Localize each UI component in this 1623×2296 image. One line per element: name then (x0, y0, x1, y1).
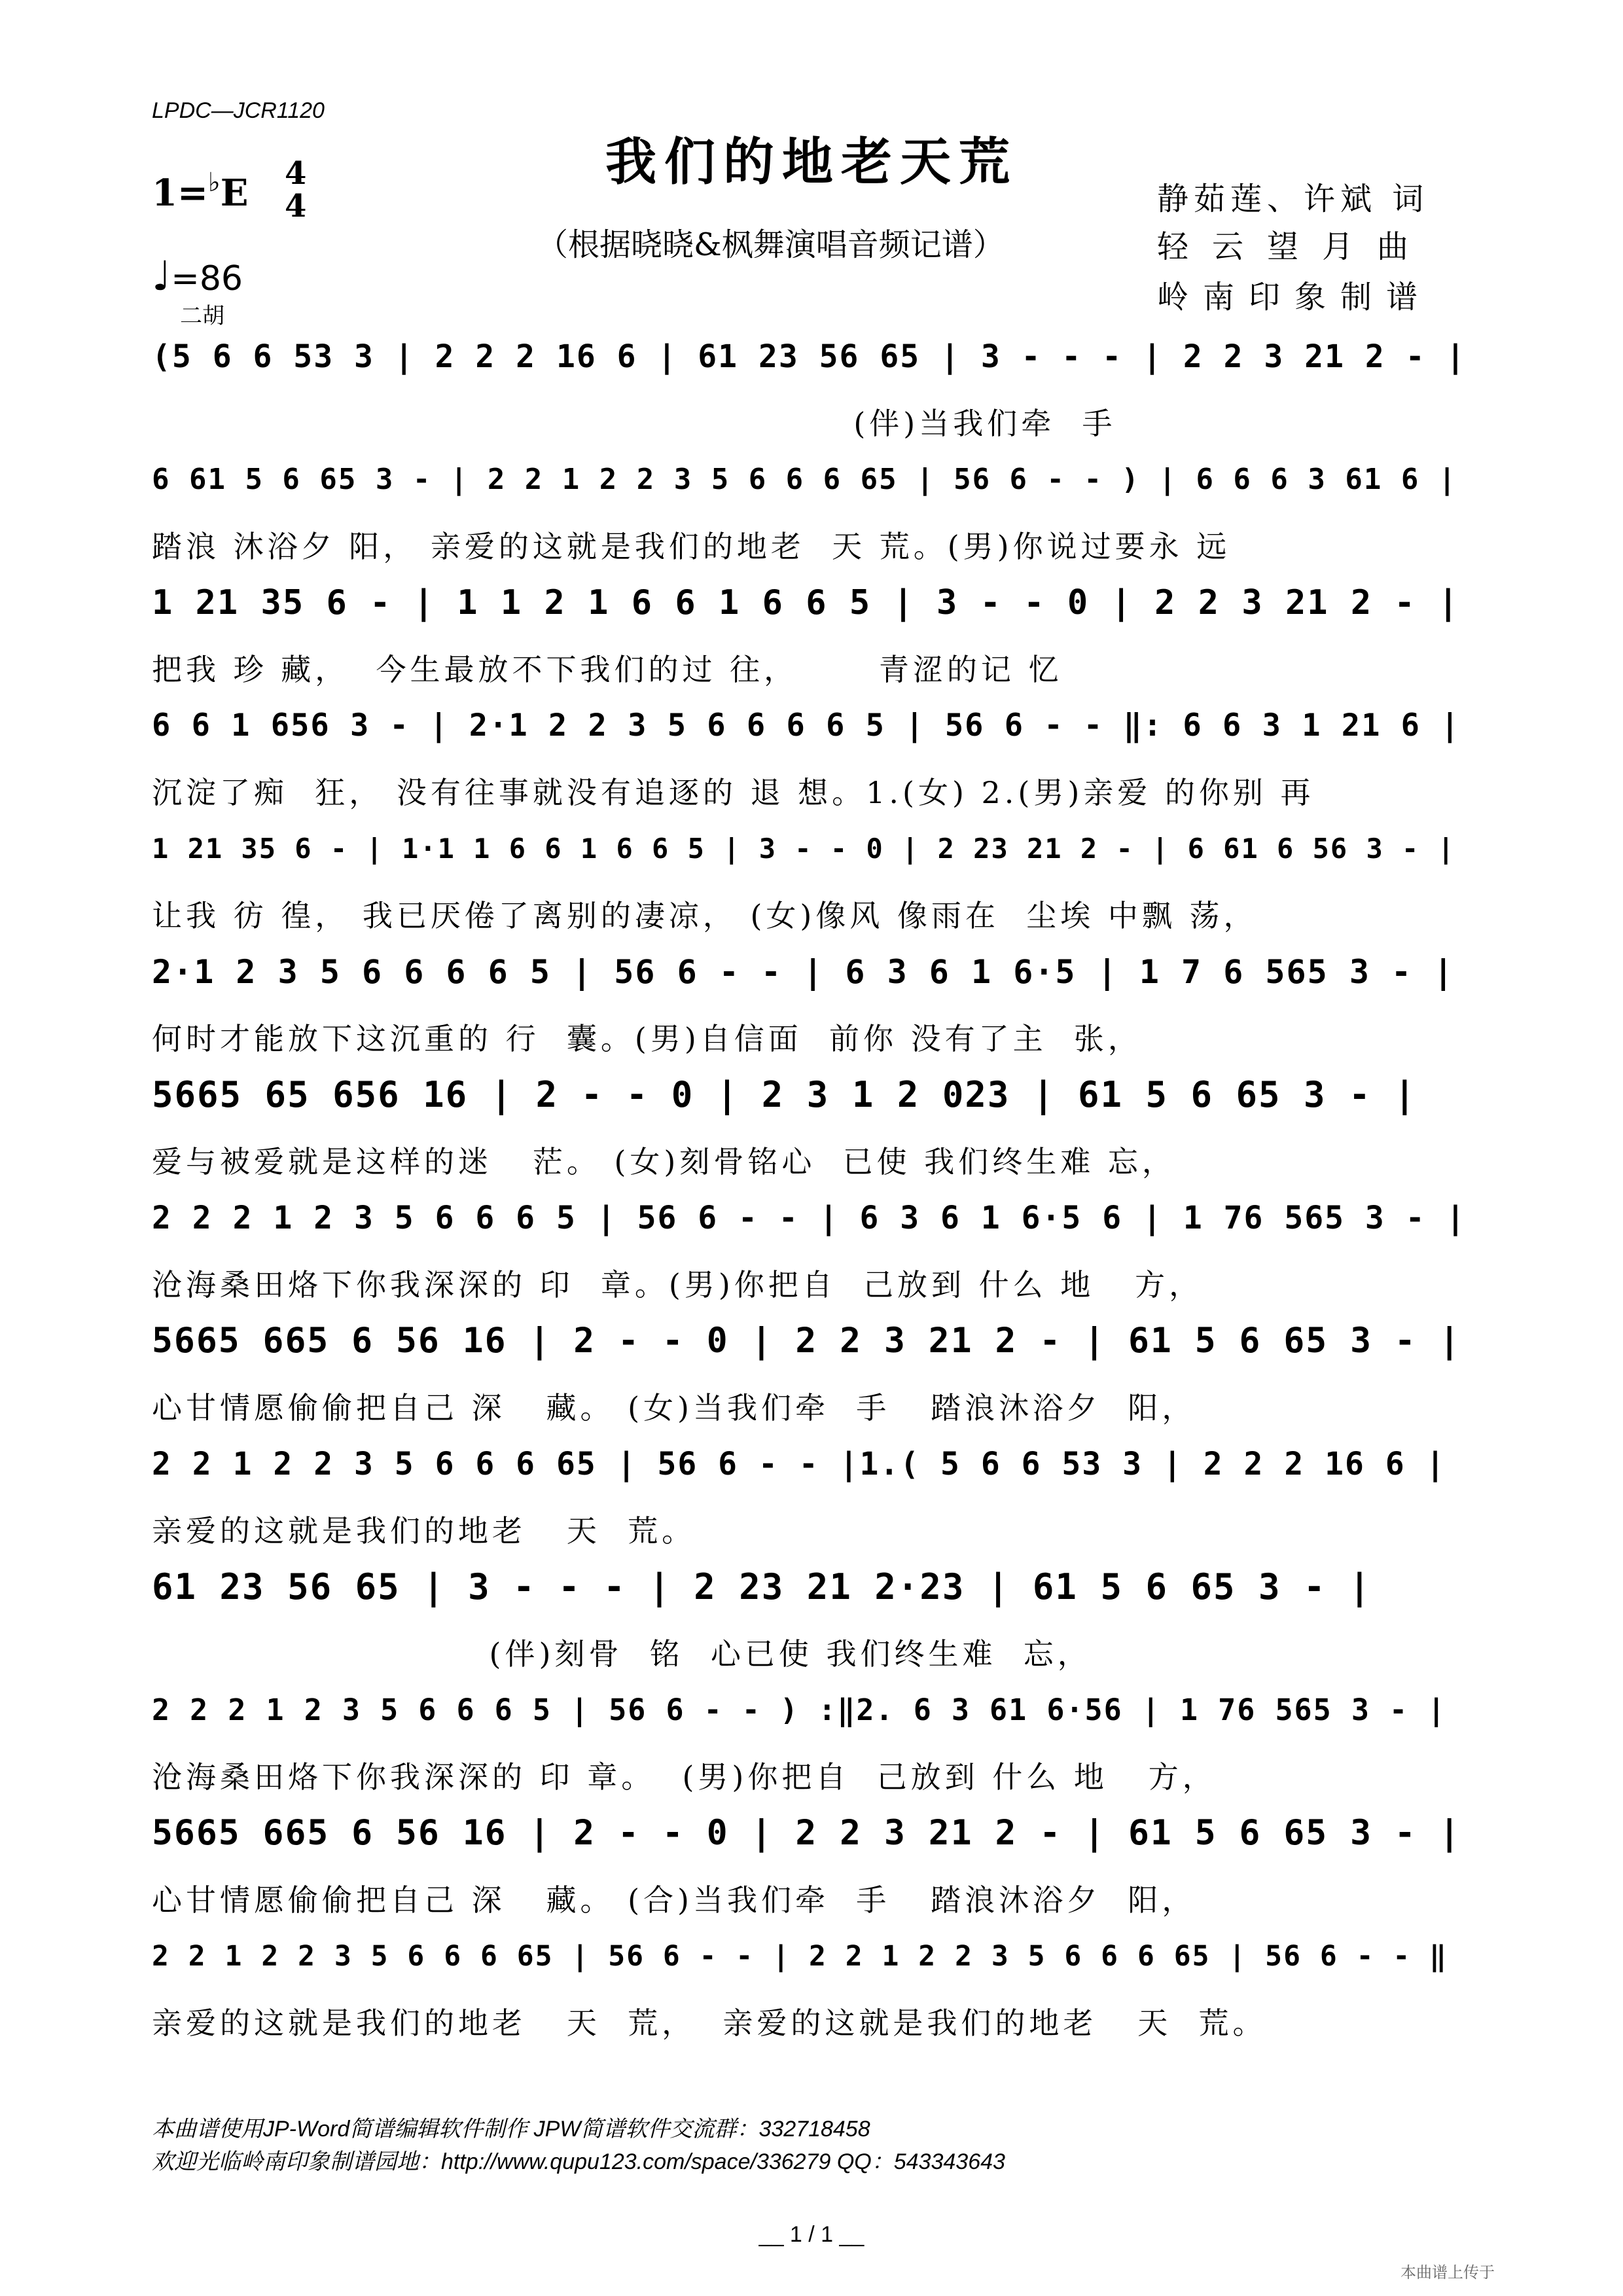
lyric: 沧海桑田烙下你我深深的 印 章。(男)你把自 己放到 什么 地 方， (152, 1267, 1204, 1302)
notation: 5665 65 656 16 | 2 - - 0 | 2 3 1 2 023 | 61 5 6 65 3 - | (152, 1074, 1417, 1115)
song-title: 我们的地老天荒 (605, 132, 1018, 192)
time-bottom: 4 (285, 188, 307, 224)
credit-score: 岭南印象制谱 (1157, 279, 1433, 315)
notation: 6 6 1 656 3 - | 2·1 2 2 3 5 6 6 6 6 5 | 56 6 - - ‖: 6 6 3 1 21 6 | (152, 708, 1461, 744)
notation: 2 2 2 1 2 3 5 6 6 6 5 | 56 6 - - ) :‖2. 6 3 61 6·56 | 1 76 565 3 - | (152, 1693, 1447, 1727)
key-signature (152, 167, 248, 215)
lyric: 沉淀了痴 狂， 没有往事就没有追逐的 退 想。1.(女) 2.(男)亲爱 的你别 再 (152, 775, 1315, 810)
instrument-label: 二胡 (180, 303, 224, 329)
song-subtitle: （根据晓晓&枫舞演唱音频记谱） (537, 226, 1005, 263)
lyric: 心甘情愿偷偷把自己 深 藏。 (女)当我们牵 手 踏浪沐浴夕 阳， (152, 1390, 1196, 1426)
score-code: LPDC—JCR1120 (152, 98, 325, 123)
key-label: 1= (152, 171, 208, 215)
site-watermark: 本曲谱上传于 (1400, 2264, 1495, 2282)
footer-software: 本曲谱使用JP-Word简谱编辑软件制作 JPW简谱软件交流群：332718458 (152, 2117, 870, 2142)
time-top: 4 (285, 155, 307, 192)
lyric: 把我 珍 藏， 今生最放不下我们的过 往， 青涩的记 忆 (152, 652, 1063, 687)
tempo-value: =86 (171, 259, 243, 298)
notation: 2 2 1 2 2 3 5 6 6 6 65 | 56 6 - - | 2 2 1 2 2 3 5 6 6 6 65 | 56 6 - - ‖ (152, 1940, 1448, 1973)
quarter-note-icon: ♩ (152, 252, 171, 300)
tempo (152, 252, 243, 300)
footer-website: 欢迎光临岭南印象制谱园地：http://www.qupu123.com/space/336279 QQ：543343643 (152, 2149, 1005, 2174)
lyric: 何时才能放下这沉重的 行 囊。(男)自信面 前你 没有了主 张， (152, 1021, 1142, 1056)
key-note: E (220, 171, 249, 215)
credit-lyrics: 静茹莲、许斌 词 (1157, 181, 1429, 217)
notation: 1 21 35 6 - | 1 1 2 1 6 6 1 6 6 5 | 3 - - 0 | 2 2 3 21 2 - | (152, 583, 1460, 622)
lyric: 踏浪 沐浴夕 阳， 亲爱的这就是我们的地老 天 荒。(男)你说过要永 远 (152, 529, 1231, 564)
notation: 2 2 2 1 2 3 5 6 6 6 5 | 56 6 - - | 6 3 6 1 6·5 6 | 1 76 565 3 - | (152, 1200, 1467, 1236)
lyric: 心甘情愿偷偷把自己 深 藏。 (合)当我们牵 手 踏浪沐浴夕 阳， (152, 1882, 1196, 1918)
flat-icon: ♭ (207, 167, 221, 198)
lyric: 爱与被爱就是这样的迷 茫。 (女)刻骨铭心 已使 我们终生难 忘， (152, 1144, 1176, 1179)
notation: 61 23 56 65 | 3 - - - | 2 23 21 2·23 | 61 5 6 65 3 - | (152, 1566, 1372, 1607)
credit-music: 轻云望月曲 (1157, 228, 1433, 265)
notation: 5665 665 6 56 16 | 2 - - 0 | 2 2 3 21 2 - | 61 5 6 65 3 - | (152, 1321, 1461, 1361)
lyric: 让我 彷 徨， 我已厌倦了离别的凄凉， (女)像风 像雨在 尘埃 中飘 荡， (152, 898, 1258, 933)
notation: 2·1 2 3 5 6 6 6 6 5 | 56 6 - - | 6 3 6 1 6·5 | 1 7 6 565 3 - | (152, 953, 1455, 991)
lyric: 沧海桑田烙下你我深深的 印 章。 (男)你把自 己放到 什么 地 方， (152, 1759, 1217, 1795)
notation: 5665 665 6 56 16 | 2 - - 0 | 2 2 3 21 2 - | 61 5 6 65 3 - | (152, 1813, 1461, 1853)
page-number: __ 1 / 1 __ (758, 2222, 865, 2247)
lyric: 亲爱的这就是我们的地老 天 荒。 (152, 1513, 696, 1549)
notation: 1 21 35 6 - | 1·1 1 6 6 1 6 6 5 | 3 - - 0 | 2 23 21 2 - | 6 61 6 56 3 - | (152, 833, 1455, 865)
lyric: (伴)刻骨 铭 心已使 我们终生难 忘， (152, 1636, 1092, 1672)
notation: (5 6 6 53 3 | 2 2 2 16 6 | 61 23 56 65 | 3 - - - | 2 2 3 21 2 - | (152, 338, 1467, 375)
time-signature (285, 157, 306, 223)
notation: 2 2 1 2 2 3 5 6 6 6 65 | 56 6 - - |1.( 5 6 6 53 3 | 2 2 2 16 6 | (152, 1446, 1446, 1482)
lyric: 亲爱的这就是我们的地老 天 荒， 亲爱的这就是我们的地老 天 荒。 (152, 2005, 1267, 2041)
lyric: (伴)当我们牵 手 (152, 406, 1116, 441)
notation: 6 61 5 6 65 3 - | 2 2 1 2 2 3 5 6 6 6 65 | 56 6 - - ) | 6 6 6 3 61 6 | (152, 463, 1457, 496)
